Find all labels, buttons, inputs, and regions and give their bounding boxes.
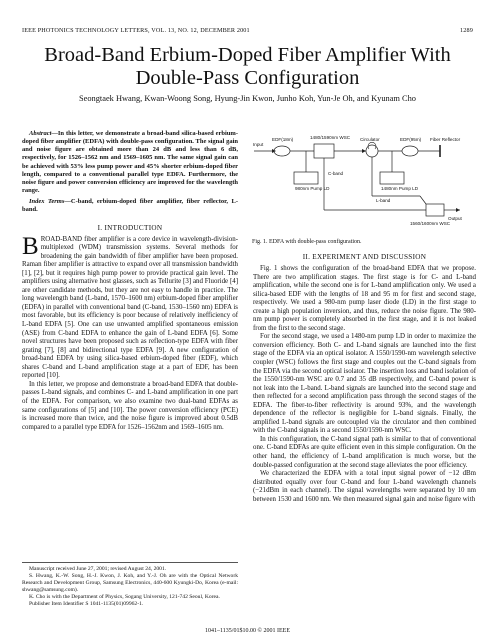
introduction-body — [22, 232, 238, 433]
author-list: Seongtaek Hwang, Kwan-Woong Song, Hyung-Jin Kwon, Junho Koh, Yun-Je Oh, and Kyunam Cho — [78, 94, 416, 103]
footnote-affiliation-2: K. Cho is with the Department of Physics, Sogang University, 121-742 Seoul, Korea. — [29, 594, 220, 600]
figure-1 — [250, 130, 476, 238]
label-wsc2: 1560/1600nm WSC — [410, 221, 451, 226]
footnote-pii: Publisher Item Identifier S 1041-1135(01)09962-1. — [29, 601, 144, 607]
index-terms-text: C-band, erbium-doped fiber amplifier, fiber reflector, L-band. — [22, 198, 238, 214]
label-cband: C-band — [328, 171, 344, 176]
experiment-body — [253, 265, 476, 504]
index-terms-label: Index Terms— — [29, 198, 71, 206]
index-terms — [22, 198, 238, 214]
label-output: Output — [448, 216, 462, 221]
label-wsc1: 1480/1590nm WSC — [310, 135, 351, 140]
label-input: Input — [253, 142, 264, 147]
footnote-affiliation-1: S. Hwang, K.-W. Song, H.-J. Kwon, J. Koh, and Y.-J. Oh are with the Optical Network Research and Development Group, Samsung Electronics, 440-600 Kyungki-Do, Korea (e-mail: shwang@samsung.com). — [22, 573, 238, 593]
label-lband: L-band — [376, 198, 391, 203]
intro-paragraph-1-text: ROAD-BAND fiber amplifier is a core device in wavelength-division-multiplexed (WDM) transmission systems. Several methods for broadening the gain bandwidth of fiber amplifier have been proposed. Raman fiber amplifier is attractive to expand over all transmission bandwidth [1], [2], but it requires high pump power to provide practical gain level. The amplifiers using alternative host glasses, such as Tellurite [3] and Fluoride [4] are other candidate methods, but they are not easy to handle in practice. The long wavelength band (L-band, 1570–1600 nm) erbium-doped fiber amplifier (EDFA) in parallel with conventional band (C-band, 1530–1560 nm) EDFA is most favorable, but its efficiency is poor because of relatively inefficiency of L-band EDFA [5]. One can use unwanted amplified spontaneous emission (ASE) from C-band EDFA to enhance the gain of L-band EDFA [6]. Some novel structures have been proposed such as reflection-type EDFA with fiber grating [7], [8] and bidirectional type EDFA [9]. A new configuration of broad-band EDFA by using silica-based erbium-doped fiber (EDF), which shares C-band and L-band amplification stage at a part of EDF, has been reported [10]. — [22, 235, 238, 380]
page-number: 1289 — [460, 27, 473, 34]
section-heading-introduction: I. INTRODUCTION — [97, 223, 163, 232]
experiment-paragraph-2: For the second stage, we used a 1480-nm pump LD in order to maximize the conversion efficiency. Both C- and L-band signals are launched into the first stage of the EDFA via an optical isolator. A 1550/1590-nm wavelength selective coupler (WSC) follows the first stage and couples out the C-band signals from the EDFA via the second optical isolator. The insertion loss and band isolation of the 1550/1590-nm WSC are 0.7 and 35 dB respectively, and C-band power is not leak into the L-band. L-band signals are launched into the second stage and then reflected for a second amplification pass through the second stages of the EDFA. The fiber-to-fiber reflectivity is around 93%, and the wavelength dependence of the reflector is negligible for L-band signals. Finally, the amplified L-band signals are outcoupled via the circulator and then combined with the C-band signals in a second 1550/1590-nm WSC. — [253, 333, 476, 435]
paper-title: Broad-Band Erbium-Doped Fiber Amplifier With Double-Pass Configuration — [44, 44, 451, 89]
abstract — [22, 130, 238, 195]
intro-paragraph-2: In this letter, we propose and demonstrate a broad-band EDFA that double-passes L-band signals, and combines C- and L-band amplification in one part of the EDFA. For comparison, we also examine two dual-band EDFAs as same configurations of [5] and [10]. The power conversion efficiency (PCE) is increased more than twice, and the noise figure is improved about 0.5dB compared to a parallel type EDFA for 1526–1562nm and 1569–1605 nm. — [22, 380, 238, 431]
left-column — [22, 130, 238, 432]
footnote-block — [22, 562, 238, 608]
label-reflector: Fiber Reflector — [430, 137, 461, 142]
abstract-text: In this letter, we demonstrate a broad-band silica-based erbium-doped fiber amplifier (EDFA) with double-pass configuration. The signal gain and noise figure are obtained more than 24 dB and less than 6 dB, respectively, for 1526–1562 nm and 1569–1605 nm. The same signal gain can be achieved with 53% less pump power and 45% shorter erbium-doped fiber length, compared to a conventional parallel type EDFA. Furthermore, the noise figure and power conversion efficiency are improved for the wavelength range. — [22, 130, 238, 195]
footnote-received: Manuscript received June 27, 2001; revised August 24, 2001. — [29, 566, 167, 572]
section-heading-experiment: II. EXPERIMENT AND DISCUSSION — [302, 253, 427, 261]
label-edf2: EDF(95m) — [400, 137, 422, 142]
abstract-label: Abstract— — [29, 130, 58, 137]
label-edf1: EDF(18m) — [272, 137, 294, 142]
right-column — [253, 253, 476, 504]
copyright-line: 1041–1135/01$10.00 © 2001 IEEE — [205, 628, 290, 634]
label-pump1: 980nm Pump LD — [295, 186, 330, 191]
drop-cap: B — [22, 232, 39, 260]
label-circulator: Circulator — [360, 137, 380, 142]
edfa-diagram — [250, 130, 476, 238]
experiment-paragraph-4: We characterized the EDFA with a total input signal power of −12 dBm distributed equally over four C-band and four L-band wavelength channels (−21dBm in each channel). The signal wavelengths were separated by 10 nm between 1530 and 1600 nm. We then measured signal gain and noise figure with — [253, 470, 476, 503]
experiment-paragraph-3: In this configuration, the C-band signal path is similar to that of conventional one. C-band EDFAs are quite efficient even in this simple configuration. On the other hand, the efficiency of L-band amplification is much worse, but the double-passed configuration at the second stage alleviates the poor efficiency. — [253, 435, 476, 469]
figure-caption: Fig. 1. EDFA with double-pass configuration. — [252, 239, 362, 245]
intro-paragraph-1 — [22, 232, 238, 381]
experiment-paragraph-1: Fig. 1 shows the configuration of the broad-band EDFA that we propose. There are two amplification stages. The first stage is for C- and L-band amplification, while the second one is for L-band amplification only. We used a silica-based EDF with the lengths of 18 and 95 m for first and second stage, respectively. We used a 980-nm pump laser diode (LD) in the first stage to create a high population inversion, and thus, reduce the noise figure. The 980-nm pump power is completely absorbed in the first stage, and it is not leaked from the first to the second stage. — [253, 265, 476, 332]
journal-header: IEEE PHOTONICS TECHNOLOGY LETTERS, VOL. 13, NO. 12, DECEMBER 2001 — [22, 27, 250, 34]
label-pump2: 1480nm Pump LD — [381, 186, 419, 191]
